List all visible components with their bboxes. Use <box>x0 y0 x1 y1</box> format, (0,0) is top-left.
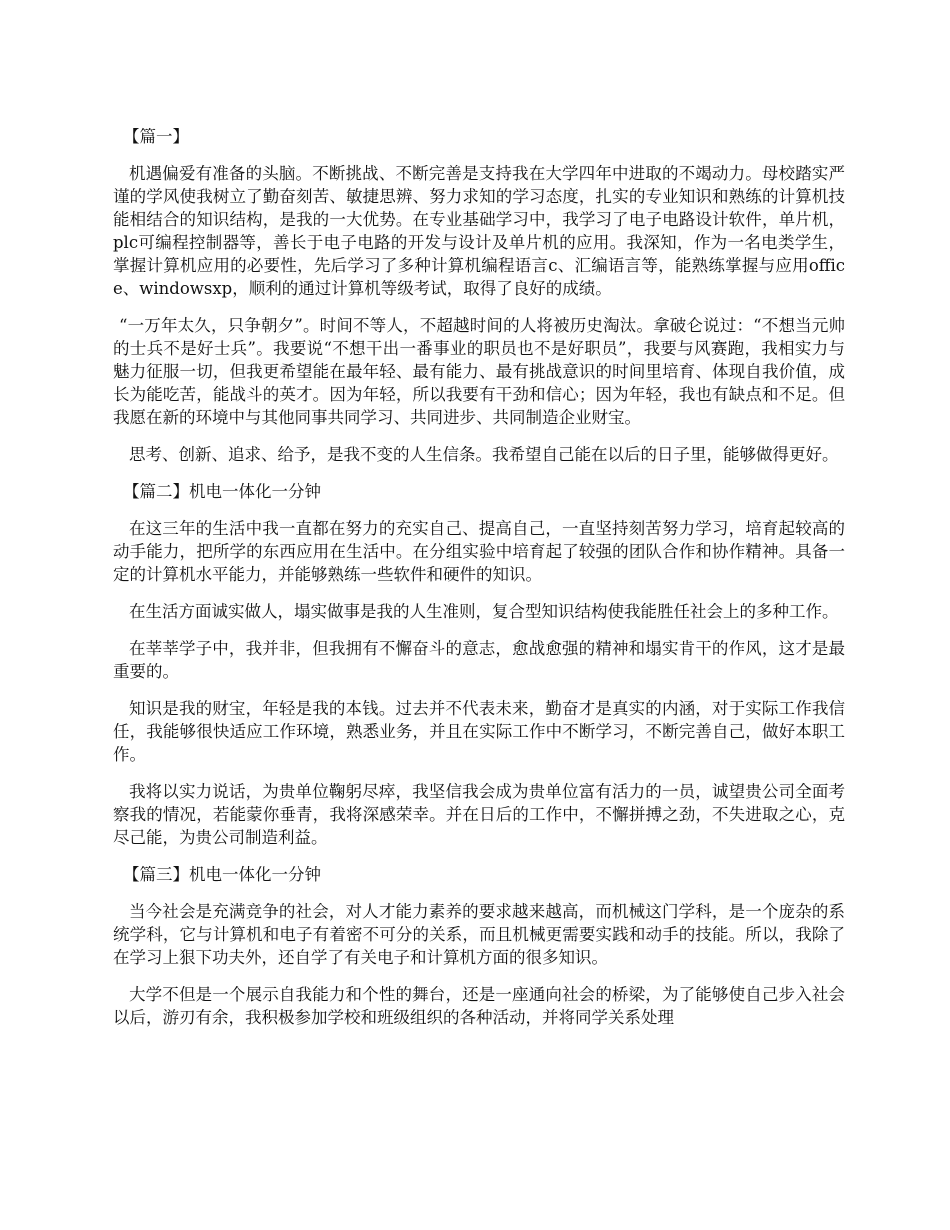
document-page <box>113 125 845 1043</box>
paragraph: 在生活方面诚实做人，塌实做事是我的人生准则，复合型知识结构使我能胜任社会上的多种工作。 <box>129 602 839 621</box>
section-heading: 【篇二】机电一体化一分钟 <box>123 482 321 501</box>
paragraph: 思考、创新、追求、给予，是我不变的人生信条。我希望自己能在以后的日子里，能够做得更好。 <box>129 445 839 464</box>
section-heading: 【篇三】机电一体化一分钟 <box>123 865 321 884</box>
section-heading: 【篇一】 <box>123 127 189 146</box>
paragraph: 在莘莘学子中，我并非，但我拥有不懈奋斗的意志，愈战愈强的精神和塌实肯干的作风，这才是最重要的。 <box>113 639 845 681</box>
paragraph: “一万年太久，只争朝夕”。时间不等人，不超越时间的人将被历史淘汰。拿破仑说过：“不想当元帅的士兵不是好士兵”。我要说“不想干出一番事业的职员也不是好职员”，我要与风赛跑，我相实力与魅力征服一切，但我更希望能在最年轻、最有能力、最有挑战意识的时间里培育、体现自我价值，成长为能吃苦，能战斗的英才。因为年轻，所以我要有干劲和信心；因为年轻，我也有缺点和不足。但我愿在新的环境中与其他同事共同学习、共同进步、共同制造企业财宝。 <box>113 316 845 427</box>
paragraph: 知识是我的财宝，年轻是我的本钱。过去并不代表未来，勤奋才是真实的内涵，对于实际工作我信任，我能够很快适应工作环境，熟悉业务，并且在实际工作中不断学习，不断完善自己，做好本职工作。 <box>113 699 845 764</box>
paragraph: 当今社会是充满竞争的社会，对人才能力素养的要求越来越高，而机械这门学科，是一个庞杂的系统学科，它与计算机和电子有着密不可分的关系，而且机械更需要实践和动手的技能。所以，我除了在学习上狠下功夫外，还自学了有关电子和计算机方面的很多知识。 <box>113 902 845 967</box>
paragraph: 机遇偏爱有准备的头脑。不断挑战、不断完善是支持我在大学四年中进取的不竭动力。母校踏实严谨的学风使我树立了勤奋刻苦、敏捷思辨、努力求知的学习态度，扎实的专业知识和熟练的计算机技能相结合的知识结构，是我的一大优势。在专业基础学习中，我学习了电子电路设计软件，单片机，plc可编程控制器等，善长于电子电路的开发与设计及单片机的应用。我深知，作为一名电类学生，掌握计算机应用的必要性，先后学习了多种计算机编程语言c、汇编语言等，能熟练掌握与应用office、windowsxp，顺利的通过计算机等级考试，取得了良好的成绩。 <box>113 164 845 298</box>
paragraph: 大学不但是一个展示自我能力和个性的舞台，还是一座通向社会的桥梁，为了能够使自己步入社会以后，游刃有余，我积极参加学校和班级组织的各种活动，并将同学关系处理 <box>113 985 845 1027</box>
paragraph: 我将以实力说话，为贵单位鞠躬尽瘁，我坚信我会成为贵单位富有活力的一员，诚望贵公司全面考察我的情况，若能蒙你垂青，我将深感荣幸。并在日后的工作中，不懈拼搏之劲，不失进取之心，克尽己能，为贵公司制造利益。 <box>113 782 845 847</box>
paragraph: 在这三年的生活中我一直都在努力的充实自己、提高自己，一直坚持刻苦努力学习，培育起较高的动手能力，把所学的东西应用在生活中。在分组实验中培育起了较强的团队合作和协作精神。具备一定的计算机水平能力，并能够熟练一些软件和硬件的知识。 <box>113 519 845 584</box>
